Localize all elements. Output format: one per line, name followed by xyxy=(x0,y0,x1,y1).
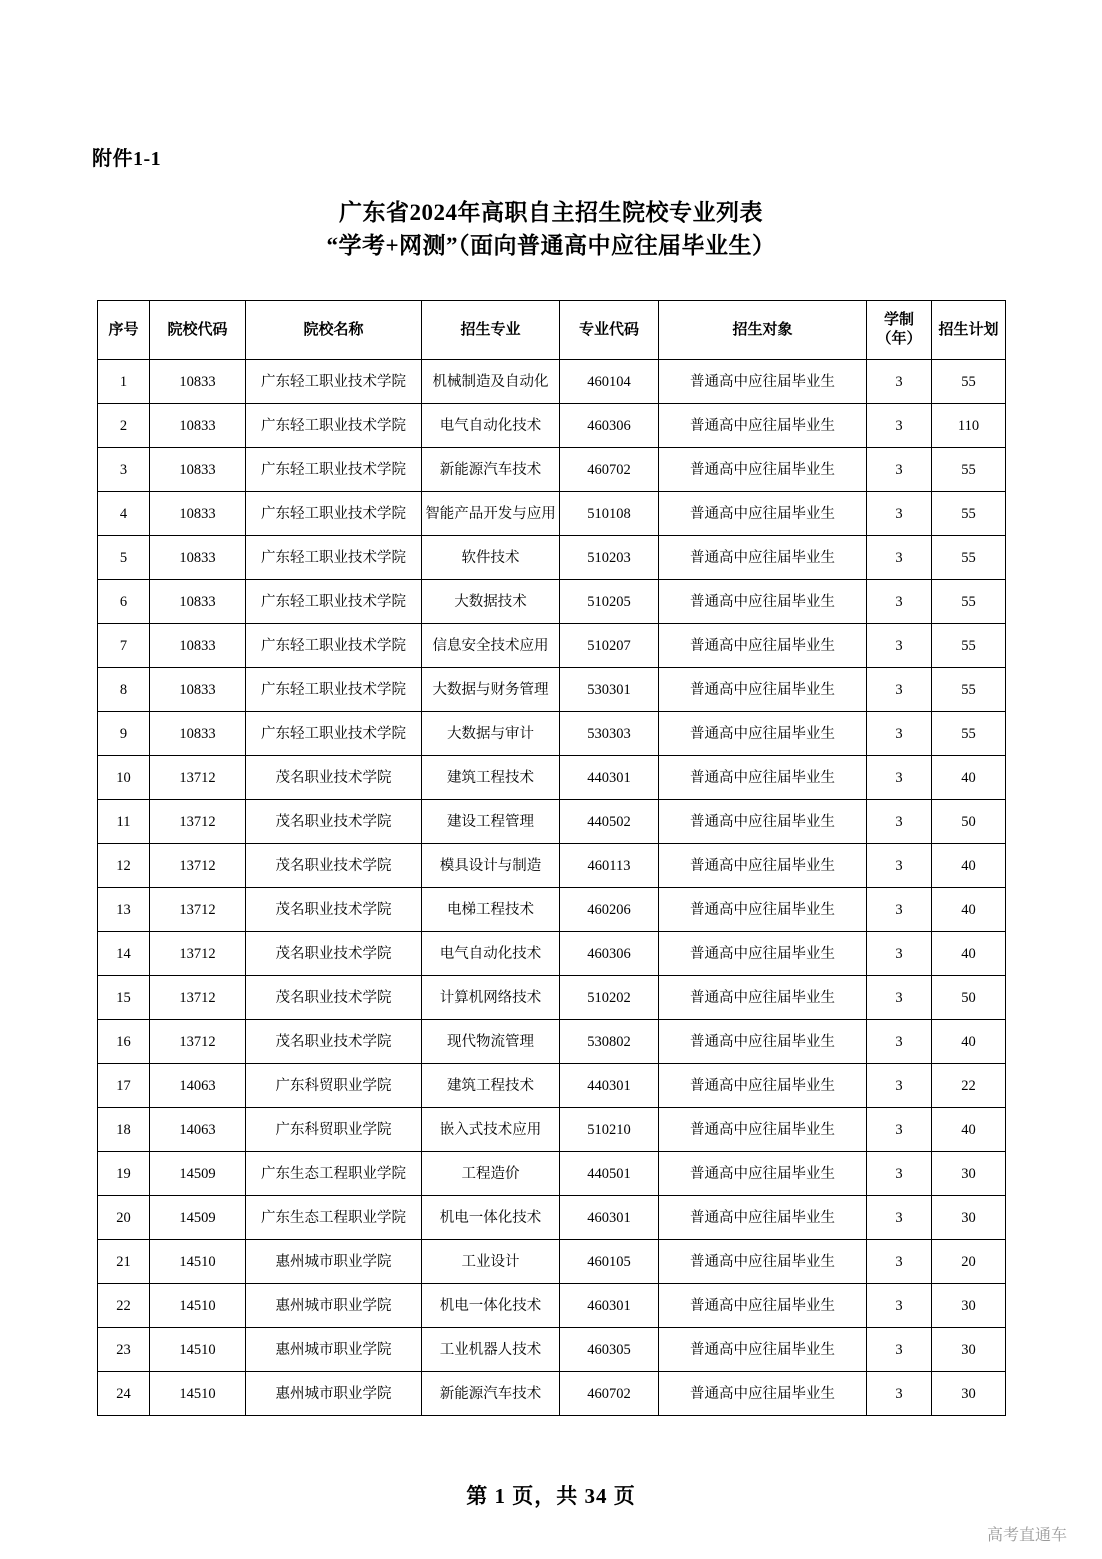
cell-duration: 3 xyxy=(867,1284,932,1328)
cell-school-name: 广东轻工职业技术学院 xyxy=(246,668,422,712)
cell-duration: 3 xyxy=(867,976,932,1020)
table-row xyxy=(98,1372,1006,1416)
table-row xyxy=(98,668,1006,712)
table-row xyxy=(98,624,1006,668)
cell-major: 大数据技术 xyxy=(422,580,560,624)
header-major: 招生专业 xyxy=(422,301,560,360)
cell-school-code: 10833 xyxy=(150,712,246,756)
cell-major: 信息安全技术应用 xyxy=(422,624,560,668)
cell-duration: 3 xyxy=(867,1020,932,1064)
table-header-row xyxy=(98,301,1006,360)
cell-plan: 55 xyxy=(932,492,1006,536)
header-duration-line2: （年） xyxy=(876,331,922,347)
table-row xyxy=(98,1240,1006,1284)
title-line-2: “学考+网测”（面向普通高中应往届毕业生） xyxy=(326,233,776,258)
table-row xyxy=(98,448,1006,492)
cell-target: 普通高中应往届毕业生 xyxy=(659,1196,867,1240)
cell-plan: 40 xyxy=(932,756,1006,800)
cell-major: 建筑工程技术 xyxy=(422,756,560,800)
cell-duration: 3 xyxy=(867,1240,932,1284)
cell-duration: 3 xyxy=(867,1196,932,1240)
cell-major: 建筑工程技术 xyxy=(422,1064,560,1108)
cell-plan: 55 xyxy=(932,360,1006,404)
cell-school-code: 13712 xyxy=(150,844,246,888)
header-school-name: 院校名称 xyxy=(246,301,422,360)
cell-major-code: 510210 xyxy=(560,1108,659,1152)
cell-num: 3 xyxy=(98,448,150,492)
cell-num: 17 xyxy=(98,1064,150,1108)
cell-major: 大数据与审计 xyxy=(422,712,560,756)
cell-school-name: 广东科贸职业学院 xyxy=(246,1064,422,1108)
cell-school-code: 14509 xyxy=(150,1152,246,1196)
cell-duration: 3 xyxy=(867,1108,932,1152)
cell-plan: 55 xyxy=(932,712,1006,756)
cell-major-code: 510203 xyxy=(560,536,659,580)
cell-duration: 3 xyxy=(867,492,932,536)
table-row xyxy=(98,844,1006,888)
cell-major-code: 460301 xyxy=(560,1284,659,1328)
table-row xyxy=(98,404,1006,448)
cell-plan: 110 xyxy=(932,404,1006,448)
cell-school-name: 茂名职业技术学院 xyxy=(246,844,422,888)
cell-target: 普通高中应往届毕业生 xyxy=(659,844,867,888)
table-row xyxy=(98,492,1006,536)
cell-school-name: 惠州城市职业学院 xyxy=(246,1328,422,1372)
cell-major: 建设工程管理 xyxy=(422,800,560,844)
header-duration-line1: 学制 xyxy=(883,312,914,328)
cell-school-code: 10833 xyxy=(150,360,246,404)
cell-school-code: 14510 xyxy=(150,1328,246,1372)
cell-major-code: 440301 xyxy=(560,756,659,800)
cell-target: 普通高中应往届毕业生 xyxy=(659,1328,867,1372)
cell-school-code: 13712 xyxy=(150,932,246,976)
cell-target: 普通高中应往届毕业生 xyxy=(659,624,867,668)
cell-school-name: 广东轻工职业技术学院 xyxy=(246,536,422,580)
cell-plan: 30 xyxy=(932,1284,1006,1328)
cell-school-code: 14510 xyxy=(150,1284,246,1328)
cell-num: 18 xyxy=(98,1108,150,1152)
cell-school-code: 13712 xyxy=(150,888,246,932)
cell-num: 9 xyxy=(98,712,150,756)
cell-school-name: 茂名职业技术学院 xyxy=(246,976,422,1020)
cell-school-name: 广东轻工职业技术学院 xyxy=(246,492,422,536)
cell-school-code: 10833 xyxy=(150,448,246,492)
cell-plan: 50 xyxy=(932,976,1006,1020)
table-row xyxy=(98,888,1006,932)
cell-target: 普通高中应往届毕业生 xyxy=(659,1284,867,1328)
cell-duration: 3 xyxy=(867,756,932,800)
cell-target: 普通高中应往届毕业生 xyxy=(659,888,867,932)
cell-num: 12 xyxy=(98,844,150,888)
cell-target: 普通高中应往届毕业生 xyxy=(659,1372,867,1416)
cell-plan: 40 xyxy=(932,888,1006,932)
cell-target: 普通高中应往届毕业生 xyxy=(659,756,867,800)
cell-school-code: 14509 xyxy=(150,1196,246,1240)
header-num: 序号 xyxy=(98,301,150,360)
table-row xyxy=(98,360,1006,404)
cell-num: 5 xyxy=(98,536,150,580)
document-title xyxy=(0,196,1102,262)
cell-school-code: 10833 xyxy=(150,492,246,536)
cell-target: 普通高中应往届毕业生 xyxy=(659,448,867,492)
cell-major: 工业机器人技术 xyxy=(422,1328,560,1372)
cell-plan: 20 xyxy=(932,1240,1006,1284)
cell-school-name: 茂名职业技术学院 xyxy=(246,932,422,976)
cell-school-code: 14063 xyxy=(150,1064,246,1108)
cell-school-name: 广东轻工职业技术学院 xyxy=(246,624,422,668)
cell-duration: 3 xyxy=(867,536,932,580)
cell-num: 14 xyxy=(98,932,150,976)
majors-table-container xyxy=(97,300,1005,1416)
header-major-code: 专业代码 xyxy=(560,301,659,360)
cell-num: 8 xyxy=(98,668,150,712)
cell-num: 6 xyxy=(98,580,150,624)
cell-school-name: 广东生态工程职业学院 xyxy=(246,1196,422,1240)
cell-school-code: 10833 xyxy=(150,404,246,448)
cell-duration: 3 xyxy=(867,712,932,756)
cell-school-name: 广东轻工职业技术学院 xyxy=(246,404,422,448)
cell-plan: 50 xyxy=(932,800,1006,844)
cell-major: 机电一体化技术 xyxy=(422,1284,560,1328)
cell-major-code: 460306 xyxy=(560,404,659,448)
cell-major-code: 460104 xyxy=(560,360,659,404)
table-row xyxy=(98,1108,1006,1152)
table-row xyxy=(98,756,1006,800)
majors-table xyxy=(97,300,1006,1416)
table-row xyxy=(98,1152,1006,1196)
cell-plan: 30 xyxy=(932,1372,1006,1416)
cell-major-code: 460305 xyxy=(560,1328,659,1372)
cell-target: 普通高中应往届毕业生 xyxy=(659,712,867,756)
cell-school-code: 10833 xyxy=(150,624,246,668)
cell-target: 普通高中应往届毕业生 xyxy=(659,580,867,624)
cell-num: 24 xyxy=(98,1372,150,1416)
cell-school-name: 广东科贸职业学院 xyxy=(246,1108,422,1152)
cell-duration: 3 xyxy=(867,800,932,844)
cell-school-name: 广东轻工职业技术学院 xyxy=(246,448,422,492)
cell-school-code: 14063 xyxy=(150,1108,246,1152)
watermark: 高考直通车 xyxy=(986,1527,1067,1544)
cell-major-code: 460105 xyxy=(560,1240,659,1284)
cell-target: 普通高中应往届毕业生 xyxy=(659,536,867,580)
cell-duration: 3 xyxy=(867,888,932,932)
cell-major-code: 460702 xyxy=(560,448,659,492)
cell-duration: 3 xyxy=(867,668,932,712)
cell-num: 4 xyxy=(98,492,150,536)
cell-plan: 30 xyxy=(932,1328,1006,1372)
cell-school-code: 10833 xyxy=(150,580,246,624)
cell-plan: 22 xyxy=(932,1064,1006,1108)
cell-school-name: 广东轻工职业技术学院 xyxy=(246,580,422,624)
cell-num: 15 xyxy=(98,976,150,1020)
cell-major: 新能源汽车技术 xyxy=(422,448,560,492)
table-row xyxy=(98,976,1006,1020)
title-line-1: 广东省2024年高职自主招生院校专业列表 xyxy=(339,200,763,225)
cell-plan: 55 xyxy=(932,624,1006,668)
table-row xyxy=(98,1196,1006,1240)
cell-major-code: 440502 xyxy=(560,800,659,844)
cell-major: 新能源汽车技术 xyxy=(422,1372,560,1416)
cell-target: 普通高中应往届毕业生 xyxy=(659,668,867,712)
cell-school-name: 惠州城市职业学院 xyxy=(246,1240,422,1284)
cell-duration: 3 xyxy=(867,580,932,624)
table-row xyxy=(98,1284,1006,1328)
cell-target: 普通高中应往届毕业生 xyxy=(659,932,867,976)
cell-school-code: 13712 xyxy=(150,976,246,1020)
cell-school-code: 14510 xyxy=(150,1240,246,1284)
table-row xyxy=(98,1064,1006,1108)
cell-num: 23 xyxy=(98,1328,150,1372)
cell-plan: 30 xyxy=(932,1152,1006,1196)
page-footer: 第 1 页，共 34 页 xyxy=(466,1484,636,1508)
cell-plan: 55 xyxy=(932,448,1006,492)
cell-school-name: 茂名职业技术学院 xyxy=(246,800,422,844)
cell-num: 21 xyxy=(98,1240,150,1284)
cell-target: 普通高中应往届毕业生 xyxy=(659,800,867,844)
cell-duration: 3 xyxy=(867,1328,932,1372)
cell-major: 工业设计 xyxy=(422,1240,560,1284)
cell-num: 10 xyxy=(98,756,150,800)
cell-school-name: 茂名职业技术学院 xyxy=(246,756,422,800)
cell-duration: 3 xyxy=(867,404,932,448)
cell-plan: 55 xyxy=(932,580,1006,624)
cell-target: 普通高中应往届毕业生 xyxy=(659,492,867,536)
table-row xyxy=(98,1020,1006,1064)
table-row xyxy=(98,580,1006,624)
cell-school-name: 惠州城市职业学院 xyxy=(246,1284,422,1328)
cell-num: 1 xyxy=(98,360,150,404)
cell-major: 大数据与财务管理 xyxy=(422,668,560,712)
cell-major: 电气自动化技术 xyxy=(422,932,560,976)
cell-duration: 3 xyxy=(867,1064,932,1108)
cell-major-code: 510108 xyxy=(560,492,659,536)
cell-major: 机电一体化技术 xyxy=(422,1196,560,1240)
cell-school-name: 茂名职业技术学院 xyxy=(246,1020,422,1064)
cell-target: 普通高中应往届毕业生 xyxy=(659,976,867,1020)
cell-major: 工程造价 xyxy=(422,1152,560,1196)
header-plan: 招生计划 xyxy=(932,301,1006,360)
cell-num: 22 xyxy=(98,1284,150,1328)
cell-major: 嵌入式技术应用 xyxy=(422,1108,560,1152)
table-row xyxy=(98,712,1006,756)
header-target: 招生对象 xyxy=(659,301,867,360)
cell-major-code: 510205 xyxy=(560,580,659,624)
cell-major: 电梯工程技术 xyxy=(422,888,560,932)
cell-num: 19 xyxy=(98,1152,150,1196)
table-body xyxy=(98,360,1006,1416)
cell-plan: 55 xyxy=(932,536,1006,580)
cell-duration: 3 xyxy=(867,844,932,888)
cell-target: 普通高中应往届毕业生 xyxy=(659,1108,867,1152)
cell-major: 软件技术 xyxy=(422,536,560,580)
cell-plan: 55 xyxy=(932,668,1006,712)
cell-school-code: 13712 xyxy=(150,800,246,844)
cell-duration: 3 xyxy=(867,624,932,668)
cell-num: 2 xyxy=(98,404,150,448)
cell-target: 普通高中应往届毕业生 xyxy=(659,1020,867,1064)
table-row xyxy=(98,932,1006,976)
cell-school-name: 惠州城市职业学院 xyxy=(246,1372,422,1416)
cell-target: 普通高中应往届毕业生 xyxy=(659,1152,867,1196)
table-row xyxy=(98,1328,1006,1372)
cell-major-code: 460306 xyxy=(560,932,659,976)
cell-num: 11 xyxy=(98,800,150,844)
cell-num: 7 xyxy=(98,624,150,668)
attachment-label: 附件1-1 xyxy=(92,148,162,170)
cell-major-code: 530301 xyxy=(560,668,659,712)
cell-duration: 3 xyxy=(867,932,932,976)
cell-target: 普通高中应往届毕业生 xyxy=(659,404,867,448)
cell-target: 普通高中应往届毕业生 xyxy=(659,1064,867,1108)
cell-major-code: 460301 xyxy=(560,1196,659,1240)
table-row xyxy=(98,536,1006,580)
cell-plan: 40 xyxy=(932,844,1006,888)
cell-school-code: 13712 xyxy=(150,1020,246,1064)
cell-target: 普通高中应往届毕业生 xyxy=(659,1240,867,1284)
cell-school-name: 广东轻工职业技术学院 xyxy=(246,360,422,404)
cell-plan: 40 xyxy=(932,1108,1006,1152)
cell-major: 智能产品开发与应用 xyxy=(422,492,560,536)
cell-major-code: 440301 xyxy=(560,1064,659,1108)
cell-major-code: 460702 xyxy=(560,1372,659,1416)
cell-major-code: 460206 xyxy=(560,888,659,932)
cell-school-name: 茂名职业技术学院 xyxy=(246,888,422,932)
header-duration xyxy=(867,301,932,360)
header-school-code: 院校代码 xyxy=(150,301,246,360)
cell-major-code: 510207 xyxy=(560,624,659,668)
cell-plan: 40 xyxy=(932,1020,1006,1064)
cell-school-code: 10833 xyxy=(150,536,246,580)
cell-duration: 3 xyxy=(867,448,932,492)
cell-school-code: 10833 xyxy=(150,668,246,712)
cell-major-code: 460113 xyxy=(560,844,659,888)
cell-duration: 3 xyxy=(867,1372,932,1416)
cell-school-code: 13712 xyxy=(150,756,246,800)
cell-school-name: 广东轻工职业技术学院 xyxy=(246,712,422,756)
cell-plan: 40 xyxy=(932,932,1006,976)
cell-major-code: 530802 xyxy=(560,1020,659,1064)
cell-major-code: 440501 xyxy=(560,1152,659,1196)
cell-plan: 30 xyxy=(932,1196,1006,1240)
cell-duration: 3 xyxy=(867,1152,932,1196)
cell-major: 计算机网络技术 xyxy=(422,976,560,1020)
table-row xyxy=(98,800,1006,844)
cell-school-code: 14510 xyxy=(150,1372,246,1416)
cell-num: 13 xyxy=(98,888,150,932)
cell-target: 普通高中应往届毕业生 xyxy=(659,360,867,404)
cell-major-code: 510202 xyxy=(560,976,659,1020)
cell-major: 机械制造及自动化 xyxy=(422,360,560,404)
cell-major: 模具设计与制造 xyxy=(422,844,560,888)
cell-major-code: 530303 xyxy=(560,712,659,756)
cell-duration: 3 xyxy=(867,360,932,404)
cell-major: 现代物流管理 xyxy=(422,1020,560,1064)
cell-major: 电气自动化技术 xyxy=(422,404,560,448)
cell-num: 20 xyxy=(98,1196,150,1240)
cell-num: 16 xyxy=(98,1020,150,1064)
cell-school-name: 广东生态工程职业学院 xyxy=(246,1152,422,1196)
